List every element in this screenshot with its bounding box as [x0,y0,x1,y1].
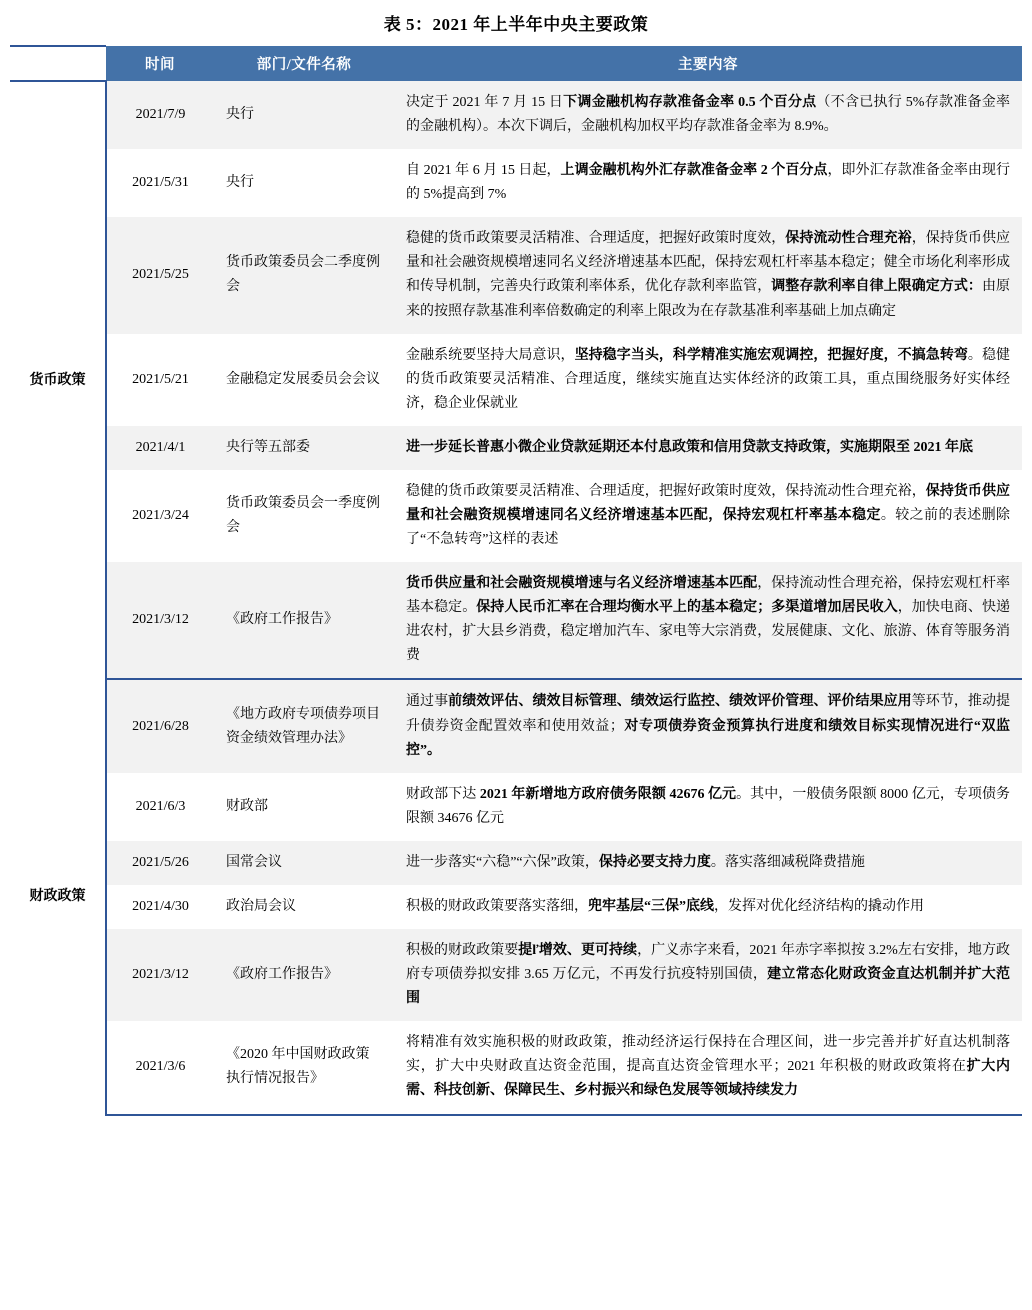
column-header-department: 部门/文件名称 [214,46,394,81]
category-cell: 货币政策 [10,81,106,679]
table-row [10,885,1022,929]
table-row [10,1021,1022,1114]
column-header-content: 主要内容 [394,46,1022,81]
date-cell: 2021/3/12 [106,929,214,1021]
content-cell: 货币供应量和社会融资规模增速与名义经济增速基本匹配，保持流动性合理充裕，保持宏观杠杆率基本稳定。保持人民币汇率在合理均衡水平上的基本稳定；多渠道增加居民收入，加快电商、快递进农村，扩大县乡消费，稳定增加汽车、家电等大宗消费，发展健康、文化、旅游、体育等服务消费 [394,562,1022,679]
table-row [10,562,1022,679]
date-cell: 2021/5/25 [106,217,214,333]
date-cell: 2021/7/9 [106,81,214,149]
content-cell: 积极的财政政策要提ľ增效、更可持续，广义赤字来看，2021 年赤字率拟按 3.2%左右安排，地方政府专项债券拟安排 3.65 万亿元，不再发行抗疫特别国债，建立常态化财政资金直达机制并扩大范围 [394,929,1022,1021]
table-row [10,426,1022,470]
table-row [10,841,1022,885]
date-cell: 2021/6/3 [106,773,214,841]
content-cell: 金融系统要坚持大局意识，坚持稳字当头，科学精准实施宏观调控，把握好度，不搞急转弯。稳健的货币政策要灵活精准、合理适度，继续实施直达实体经济的政策工具，重点围绕服务好实体经济，稳企业保就业 [394,334,1022,426]
table-header [10,46,1022,81]
content-cell: 财政部下达 2021 年新增地方政府债务限额 42676 亿元。其中，一般债务限额 8000 亿元，专项债务限额 34676 亿元 [394,773,1022,841]
column-header-category [10,46,106,81]
table-body [10,81,1022,1115]
content-cell: 稳健的货币政策要灵活精准、合理适度，把握好政策时度效，保持流动性合理充裕，保持货币供应量和社会融资规模增速同名义经济增速基本匹配，保持宏观杠杆率基本稳定。较之前的表述删除了“不急转弯”这样的表述 [394,470,1022,562]
department-cell: 《政府工作报告》 [214,929,394,1021]
department-cell: 财政部 [214,773,394,841]
category-cell: 财政政策 [10,679,106,1114]
table-row [10,217,1022,333]
department-cell: 金融稳定发展委员会会议 [214,334,394,426]
date-cell: 2021/5/26 [106,841,214,885]
table-row [10,470,1022,562]
content-cell: 决定于 2021 年 7 月 15 日下调金融机构存款准备金率 0.5 个百分点（不含已执行 5%存款准备金率的金融机构）。本次下调后，金融机构加权平均存款准备金率为 8.9%。 [394,81,1022,149]
department-cell: 央行 [214,81,394,149]
department-cell: 央行 [214,149,394,217]
table-row [10,773,1022,841]
content-cell: 积极的财政政策要落实落细，兜牢基层“三保”底线，发挥对优化经济结构的撬动作用 [394,885,1022,929]
department-cell: 央行等五部委 [214,426,394,470]
date-cell: 2021/3/24 [106,470,214,562]
date-cell: 2021/5/31 [106,149,214,217]
table-row [10,679,1022,772]
date-cell: 2021/5/21 [106,334,214,426]
department-cell: 《地方政府专项债券项目资金绩效管理办法》 [214,679,394,772]
department-cell: 国常会议 [214,841,394,885]
table-row [10,334,1022,426]
table-header-row [10,46,1022,81]
policy-table [10,45,1022,1116]
page-title: 表 5：2021 年上半年中央主要政策 [383,15,649,34]
table-row [10,81,1022,149]
department-cell: 货币政策委员会一季度例会 [214,470,394,562]
table-row [10,929,1022,1021]
department-cell: 政治局会议 [214,885,394,929]
date-cell: 2021/6/28 [106,679,214,772]
date-cell: 2021/3/6 [106,1021,214,1114]
department-cell: 《政府工作报告》 [214,562,394,679]
content-cell: 进一步延长普惠小微企业贷款延期还本付息政策和信用贷款支持政策，实施期限至 2021 年底 [394,426,1022,470]
content-cell: 自 2021 年 6 月 15 日起，上调金融机构外汇存款准备金率 2 个百分点，即外汇存款准备金率由现行的 5%提高到 7% [394,149,1022,217]
content-cell: 将精准有效实施积极的财政政策，推动经济运行保持在合理区间，进一步完善并扩好直达机制落实，扩大中央财政直达资金范围，提高直达资金管理水平；2021 年积极的财政政策将在扩大内需、科技创新、保障民生、乡村振兴和绿色发展等领域持续发力 [394,1021,1022,1114]
content-cell: 通过事前绩效评估、绩效目标管理、绩效运行监控、绩效评价管理、评价结果应用等环节，推动提升债券资金配置效率和使用效益；对专项债券资金预算执行进度和绩效目标实现情况进行“双监控”。 [394,679,1022,772]
content-cell: 稳健的货币政策要灵活精准、合理适度，把握好政策时度效，保持流动性合理充裕，保持货币供应量和社会融资规模增速同名义经济增速基本匹配，保持宏观杠杆率基本稳定；健全市场化利率形成和传导机制，完善央行政策利率体系，优化存款利率监管，调整存款利率自律上限确定方式：由原来的按照存款基准利率倍数确定的利率上限改为在存款基准利率基础上加点确定 [394,217,1022,333]
date-cell: 2021/4/1 [106,426,214,470]
department-cell: 《2020 年中国财政政策执行情况报告》 [214,1021,394,1114]
table-row [10,149,1022,217]
content-cell: 进一步落实“六稳”“六保”政策，保持必要支持力度。落实落细减税降费措施 [394,841,1022,885]
department-cell: 货币政策委员会二季度例会 [214,217,394,333]
date-cell: 2021/3/12 [106,562,214,679]
column-header-date: 时间 [106,46,214,81]
date-cell: 2021/4/30 [106,885,214,929]
